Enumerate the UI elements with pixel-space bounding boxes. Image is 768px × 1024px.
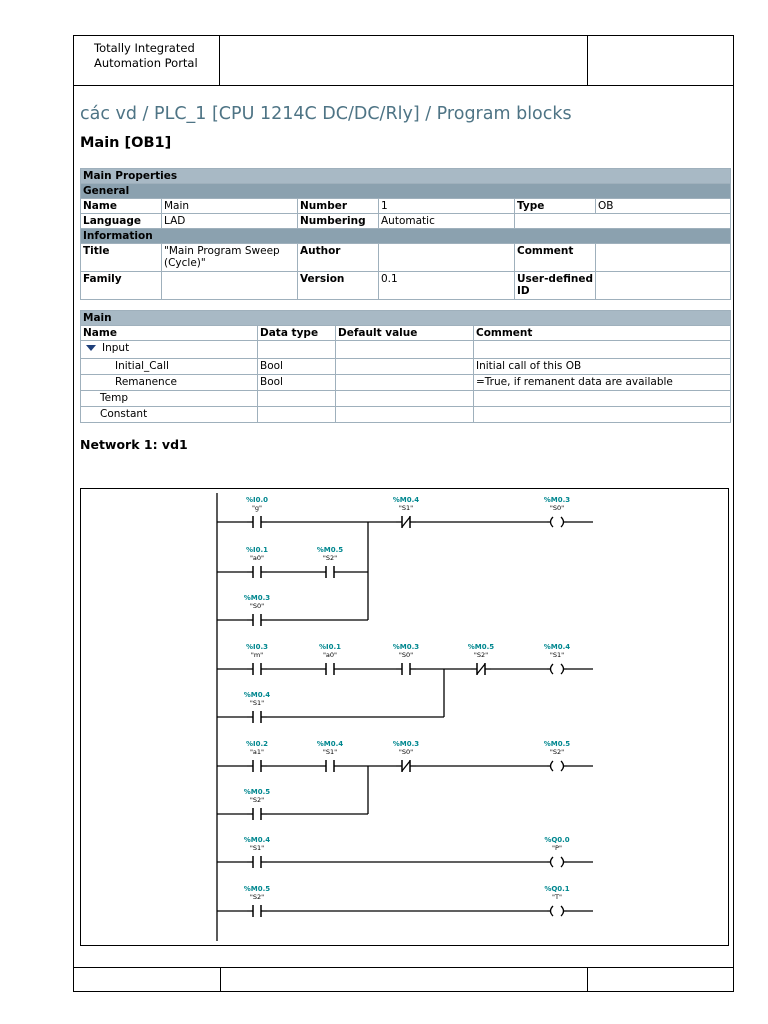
ladder-diagram	[80, 488, 729, 946]
title-value: "Main Program Sweep (Cycle)"	[162, 244, 298, 272]
breadcrumb: các vd / PLC_1 [CPU 1214C DC/DC/Rly] / Program blocks	[80, 104, 572, 124]
coil-icon	[551, 517, 554, 527]
general-title: General	[81, 184, 731, 199]
empty-cell	[515, 214, 731, 229]
col-header-comment: Comment	[474, 326, 731, 341]
numbering-label: Numbering	[298, 214, 379, 229]
row-comment: =True, if remanent data are available	[474, 375, 731, 391]
operand-symbol: "S2"	[249, 796, 265, 804]
row-comment	[474, 341, 731, 359]
language-label: Language	[81, 214, 162, 229]
interface-section-title: Main	[81, 311, 731, 326]
operand-symbol: "S1"	[249, 844, 265, 852]
app-name-line1: Totally Integrated	[94, 41, 195, 55]
operand-address: %I0.3	[245, 643, 269, 651]
comment-label: Comment	[515, 244, 596, 272]
ladder-canvas	[81, 489, 728, 945]
operand-symbol: "P"	[552, 844, 562, 852]
operand-address: %I0.0	[245, 496, 269, 504]
operand-address: %M0.5	[467, 643, 495, 651]
properties-section-title: Main Properties	[81, 169, 731, 184]
coil-icon	[561, 761, 564, 771]
operand-address: %Q0.0	[544, 836, 570, 844]
row-name: Input	[102, 342, 130, 354]
row-datatype	[258, 341, 336, 359]
interface-table	[80, 310, 731, 423]
operand-address: %I0.1	[318, 643, 342, 651]
nc-slash-icon	[402, 517, 410, 527]
row-datatype	[258, 391, 336, 407]
row-name: Temp	[81, 391, 258, 407]
app-name-line2: Automation Portal	[94, 56, 198, 70]
col-header-default: Default value	[336, 326, 474, 341]
operand-symbol: "S0"	[549, 504, 565, 512]
userid-value	[596, 272, 731, 300]
page-header	[74, 36, 733, 86]
name-label: Name	[81, 199, 162, 214]
operand-symbol: "S0"	[398, 748, 414, 756]
operand-address: %M0.4	[543, 643, 571, 651]
operand-symbol: "S2"	[249, 893, 265, 901]
operand-symbol: "S0"	[398, 651, 414, 659]
expand-triangle-icon[interactable]	[86, 345, 96, 351]
row-name: Constant	[81, 407, 258, 423]
operand-address: %M0.5	[243, 885, 271, 893]
row-comment	[474, 407, 731, 423]
information-title: Information	[81, 229, 731, 244]
row-default	[336, 359, 474, 375]
numbering-value: Automatic	[379, 214, 515, 229]
coil-icon	[561, 857, 564, 867]
operand-symbol: "a0"	[322, 651, 338, 659]
operand-address: %M0.4	[392, 496, 420, 504]
operand-symbol: "m"	[250, 651, 264, 659]
col-header-datatype: Data type	[258, 326, 336, 341]
operand-address: %I0.1	[245, 546, 269, 554]
operand-address: %I0.2	[245, 740, 269, 748]
number-label: Number	[298, 199, 379, 214]
title-label: Title	[81, 244, 162, 272]
coil-icon	[551, 906, 554, 916]
type-label: Type	[515, 199, 596, 214]
coil-icon	[561, 906, 564, 916]
language-value: LAD	[162, 214, 298, 229]
type-value: OB	[596, 199, 731, 214]
operand-address: %M0.5	[543, 740, 571, 748]
author-value	[379, 244, 515, 272]
nc-slash-icon	[477, 664, 485, 674]
operand-address: %M0.5	[243, 788, 271, 796]
operand-address: %M0.3	[392, 643, 420, 651]
row-datatype	[258, 407, 336, 423]
operand-symbol: "S0"	[249, 602, 265, 610]
row-name: Initial_Call	[81, 359, 258, 375]
footer-divider	[220, 968, 221, 992]
author-label: Author	[298, 244, 379, 272]
coil-icon	[551, 857, 554, 867]
operand-symbol: "a0"	[249, 554, 265, 562]
operand-address: %M0.4	[316, 740, 344, 748]
operand-symbol: "S1"	[322, 748, 338, 756]
row-default	[336, 341, 474, 359]
version-value: 0.1	[379, 272, 515, 300]
row-default	[336, 375, 474, 391]
page-footer	[74, 967, 733, 992]
block-title: Main [OB1]	[80, 135, 172, 151]
properties-table	[80, 168, 731, 300]
col-header-name: Name	[81, 326, 258, 341]
number-value: 1	[379, 199, 515, 214]
operand-symbol: "T"	[552, 893, 562, 901]
family-value	[162, 272, 298, 300]
row-datatype: Bool	[258, 375, 336, 391]
operand-symbol: "S2"	[322, 554, 338, 562]
operand-address: %M0.4	[243, 836, 271, 844]
row-default	[336, 407, 474, 423]
operand-symbol: "S1"	[549, 651, 565, 659]
operand-address: %M0.3	[543, 496, 571, 504]
operand-address: %M0.3	[392, 740, 420, 748]
comment-value	[596, 244, 731, 272]
userid-label: User-defined ID	[515, 272, 596, 300]
family-label: Family	[81, 272, 162, 300]
operand-symbol: "S2"	[549, 748, 565, 756]
operand-symbol: "g"	[251, 504, 263, 512]
operand-address: %Q0.1	[544, 885, 570, 893]
row-name: Remanence	[81, 375, 258, 391]
table-row	[81, 341, 258, 359]
coil-icon	[561, 517, 564, 527]
row-default	[336, 391, 474, 407]
operand-address: %M0.5	[316, 546, 344, 554]
nc-slash-icon	[402, 761, 410, 771]
coil-icon	[561, 664, 564, 674]
operand-symbol: "S2"	[473, 651, 489, 659]
coil-icon	[551, 761, 554, 771]
footer-divider	[587, 968, 588, 992]
row-comment	[474, 391, 731, 407]
operand-symbol: "S1"	[398, 504, 414, 512]
network-title: Network 1: vd1	[80, 437, 188, 452]
operand-symbol: "S1"	[249, 699, 265, 707]
version-label: Version	[298, 272, 379, 300]
operand-address: %M0.3	[243, 594, 271, 602]
row-datatype: Bool	[258, 359, 336, 375]
operand-address: %M0.4	[243, 691, 271, 699]
header-divider	[587, 36, 588, 85]
operand-symbol: "a1"	[249, 748, 265, 756]
app-name	[74, 36, 220, 85]
row-comment: Initial call of this OB	[474, 359, 731, 375]
name-value: Main	[162, 199, 298, 214]
coil-icon	[551, 664, 554, 674]
